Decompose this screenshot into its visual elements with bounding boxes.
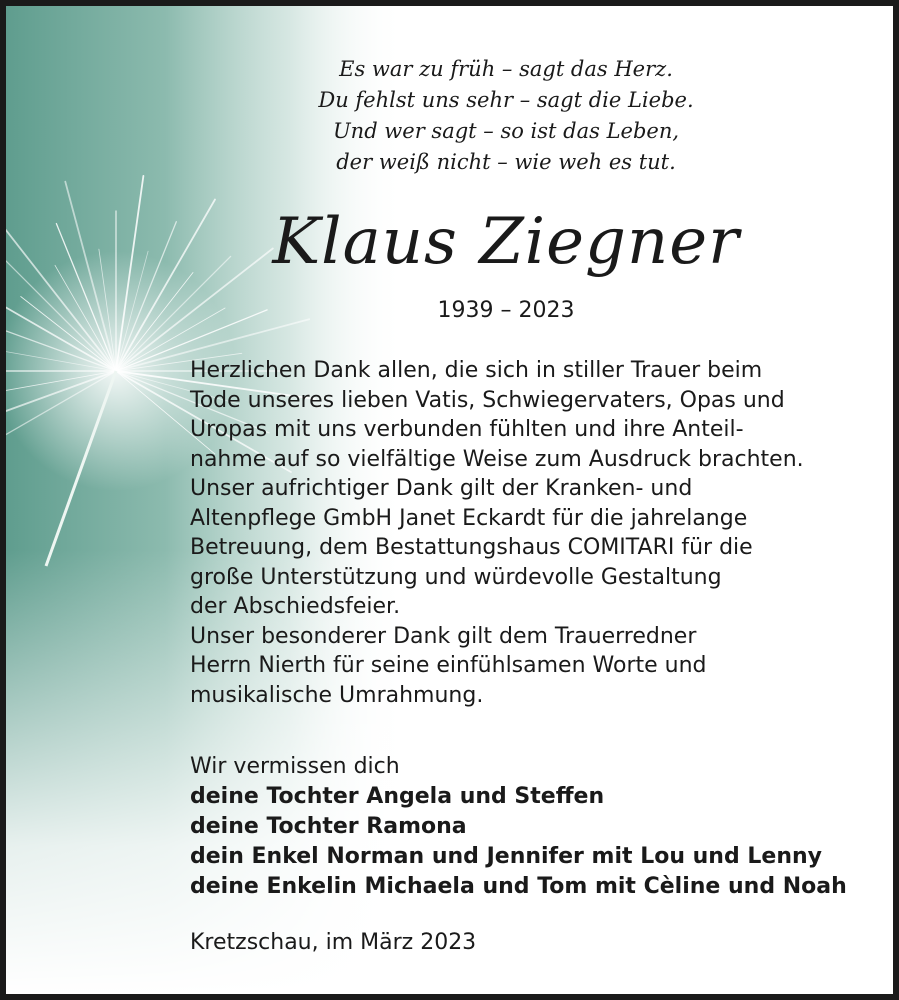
text-line: Unser aufrichtiger Dank gilt der Kranken- und: [190, 476, 693, 501]
text-line: musikalische Umrahmung.: [190, 682, 484, 708]
family-member: deine Tochter Angela und Steffen: [190, 784, 605, 809]
poem: [206, 54, 806, 178]
family-signature: [190, 752, 880, 902]
text-line: nahme auf so vielfältige Weise zum Ausdruck brachten.: [190, 446, 804, 472]
poem-line: Du fehlst uns sehr – sagt die Liebe.: [318, 88, 694, 112]
text-line: Tode unseres lieben Vatis, Schwiegervaters, Opas und: [190, 387, 785, 413]
text-line: der Abschiedsfeier.: [190, 594, 401, 619]
place-date: Kretzschau, im März 2023: [190, 930, 477, 955]
thanks-text: [190, 356, 880, 710]
text-line: Uropas mit uns verbunden fühlten und ihre Anteil-: [190, 417, 744, 442]
closing-intro: Wir vermissen dich: [190, 754, 400, 779]
text-line: Unser besonderer Dank gilt dem Trauerredner: [190, 623, 697, 649]
text-line: Altenpflege GmbH Janet Eckardt für die jahrelange: [190, 505, 748, 531]
family-member: dein Enkel Norman und Jennifer mit Lou und Lenny: [190, 844, 822, 869]
text-line: Betreuung, dem Bestattungshaus COMITARI für die: [190, 535, 753, 560]
poem-line: Und wer sagt – so ist das Leben,: [332, 119, 680, 143]
text-line: Herrn Nierth für seine einfühlsamen Worte und: [190, 653, 707, 678]
poem-line: Es war zu früh – sagt das Herz.: [339, 57, 673, 81]
poem-line: der weiß nicht – wie weh es tut.: [336, 150, 676, 174]
family-member: deine Enkelin Michaela und Tom mit Cèline und Noah: [190, 874, 847, 899]
family-member: deine Tochter Ramona: [190, 814, 467, 839]
text-line: große Unterstützung und würdevolle Gestaltung: [190, 564, 722, 590]
life-years: 1939 – 2023: [437, 298, 575, 323]
text-line: Herzlichen Dank allen, die sich in stiller Trauer beim: [190, 358, 763, 383]
deceased-name: Klaus Ziegner: [272, 205, 740, 279]
